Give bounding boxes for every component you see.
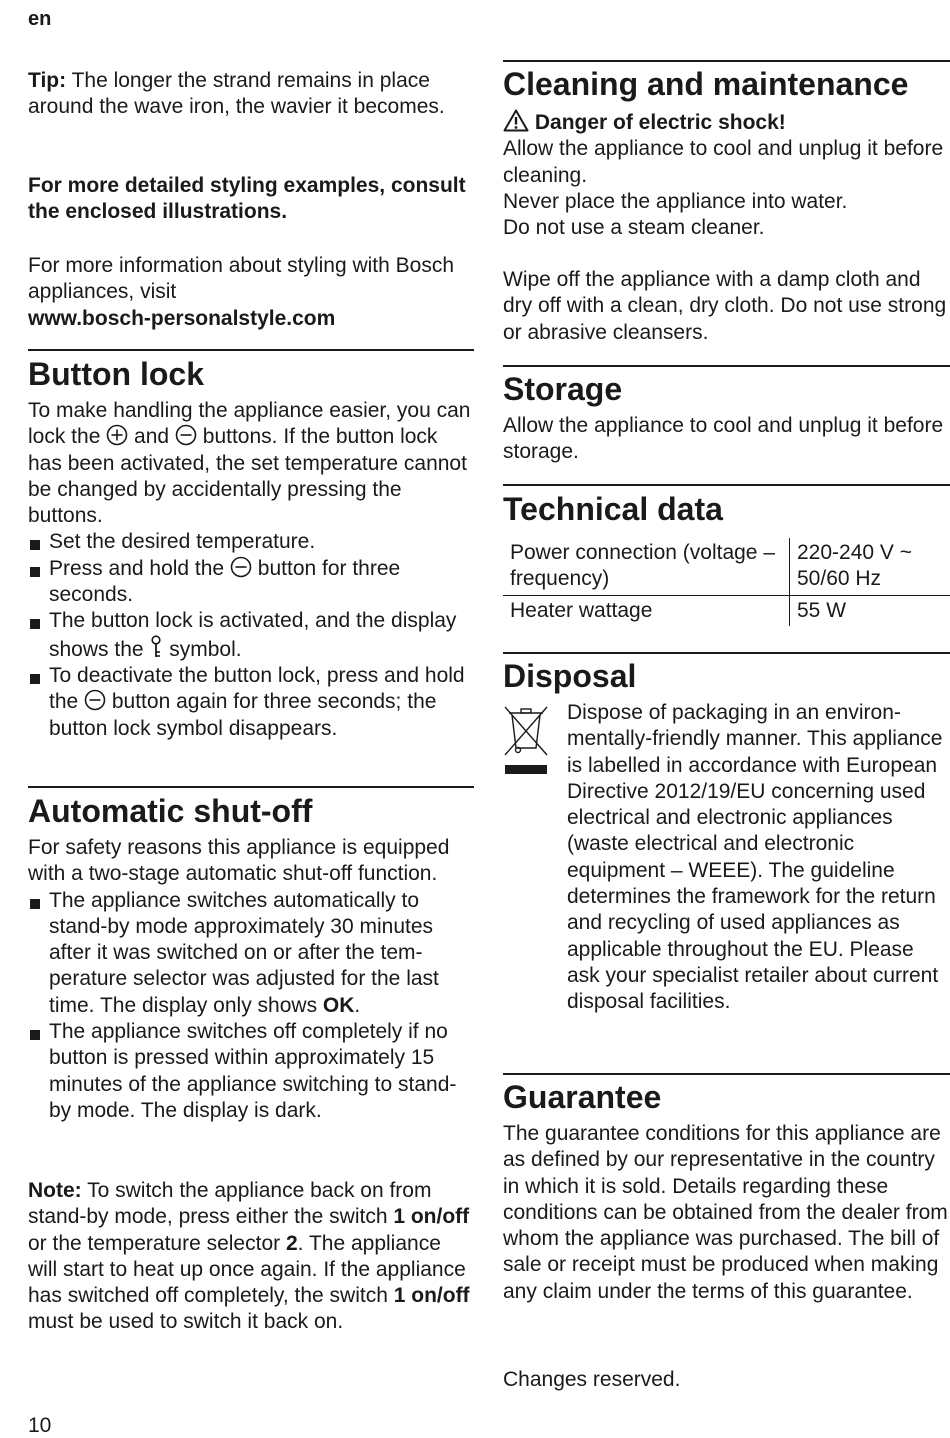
table-row [503, 538, 950, 595]
section-divider [503, 60, 950, 62]
tip-paragraph [28, 68, 474, 121]
list-item: The appliance switches off completely if no button is pressed within approximately 15 minutes of the appliance switching to stand-by mode. The display is dark. [28, 1019, 474, 1124]
plus-button-icon [106, 424, 128, 446]
section-divider [503, 652, 950, 654]
auto-off-intro: For safety reasons this appliance is equipped with a two-stage automatic shut-off function. [28, 835, 474, 888]
info-text: For more information about styling with Bosch appliances, visit [28, 254, 454, 303]
wipe-paragraph: Wipe off the appliance with a damp cloth and dry off with a clean, dry cloth. Do not use strong or abrasive cleansers. [503, 267, 950, 346]
list-item: Set the desired temperature. [28, 529, 474, 555]
note-paragraph: Note: To switch the appliance back on from stand-by mode, press either the switch 1 on/off or the temperature selector 2. The appliance will start to heat up once again. If the appliance has switched off completely, the switch 1 on/off must be used to switch it back on. [28, 1178, 474, 1336]
page-number: 10 [28, 1414, 51, 1438]
button-lock-intro: To make handling the appliance easier, you can lock the and buttons. If the button lock has been activated, the set temperature cannot be changed by accidentally pressing the buttons. [28, 398, 474, 529]
table-cell: Heater wattage [503, 595, 790, 626]
technical-table-wrap [503, 538, 950, 626]
section-divider [503, 365, 950, 367]
section-divider [503, 1073, 950, 1075]
list-item: The appliance switches automatically to stand-by mode approximately 30 minutes after it was switched on or after the temperature selector was adjusted for the last time. The display only shows OK. [28, 888, 474, 1019]
guarantee-title: Guarantee [503, 1079, 661, 1115]
minus-button-icon [230, 556, 252, 578]
changes-reserved: Changes reserved. [503, 1367, 950, 1393]
cleaning-line: Allow the appliance to cool and unplug it before cleaning. [503, 136, 950, 189]
technical-title: Technical data [503, 491, 723, 527]
section-divider [28, 786, 474, 788]
danger-label: Danger of electric shock! [535, 111, 786, 134]
info-url[interactable]: www.bosch-personalstyle.com [28, 307, 335, 330]
button-lock-title: Button lock [28, 356, 204, 392]
technical-table [503, 538, 950, 626]
table-cell: 220-240 V ~ 50/60 Hz [790, 538, 950, 595]
disposal-section: Dispose of packaging in an environmentally-friendly manner. This appliance is labelled in accordance with European Directive 2012/19/EU concerning used electrical and electronic appliances (waste electrical and electronic equipment – WEEE). The guideline determines the framework for the return and recycling of used appliances as applicable throughout the EU. Please ask your specialist retailer about current disposal facilities. [567, 700, 950, 1016]
cleaning-section [503, 109, 950, 241]
table-cell: Power connection (voltage – frequency) [503, 538, 790, 595]
list-item: Press and hold the button for three seconds. [28, 556, 474, 609]
auto-off-section [28, 835, 474, 1124]
storage-section: Allow the appliance to cool and unplug it before storage. [503, 413, 950, 466]
warning-icon [503, 109, 529, 132]
list-item: The button lock is activated, and the display shows the symbol. [28, 608, 474, 663]
language-code: en [28, 8, 51, 31]
tip-label: Tip: [28, 69, 66, 92]
section-divider [28, 349, 474, 351]
tip-text: The longer the strand remains in place around the wave iron, the wavier it becomes. [28, 69, 445, 118]
cleaning-line: Never place the appliance into water. [503, 189, 950, 215]
button-lock-section [28, 398, 474, 742]
section-divider [503, 484, 950, 486]
cleaning-title: Cleaning and maintenance [503, 66, 908, 102]
minus-button-icon [175, 424, 197, 446]
guarantee-section: The guarantee conditions for this appliance are as defined by our representative in the country in which it is sold. Details regarding these conditions can be obtained from the dealer from whom the appliance was purchased. The bill of sale or receipt must be produced when making any claim under the terms of this guarantee. [503, 1121, 950, 1305]
styling-note [28, 173, 474, 226]
key-icon [149, 635, 163, 659]
disposal-title: Disposal [503, 658, 636, 694]
list-item: To deactivate the button lock, press and hold the button again for three seconds; the button lock symbol disappears. [28, 663, 474, 742]
cleaning-line: Do not use a steam cleaner. [503, 215, 950, 241]
info-paragraph [28, 253, 474, 332]
auto-off-list [28, 888, 474, 1125]
table-row [503, 595, 950, 626]
auto-off-title: Automatic shut-off [28, 793, 312, 829]
styling-bold: For more detailed styling examples, consult the enclosed illustrations. [28, 174, 466, 223]
minus-button-icon [84, 689, 106, 711]
button-lock-steps [28, 529, 474, 741]
storage-title: Storage [503, 371, 622, 407]
table-cell: 55 W [790, 595, 950, 626]
weee-bin-icon [503, 704, 549, 776]
